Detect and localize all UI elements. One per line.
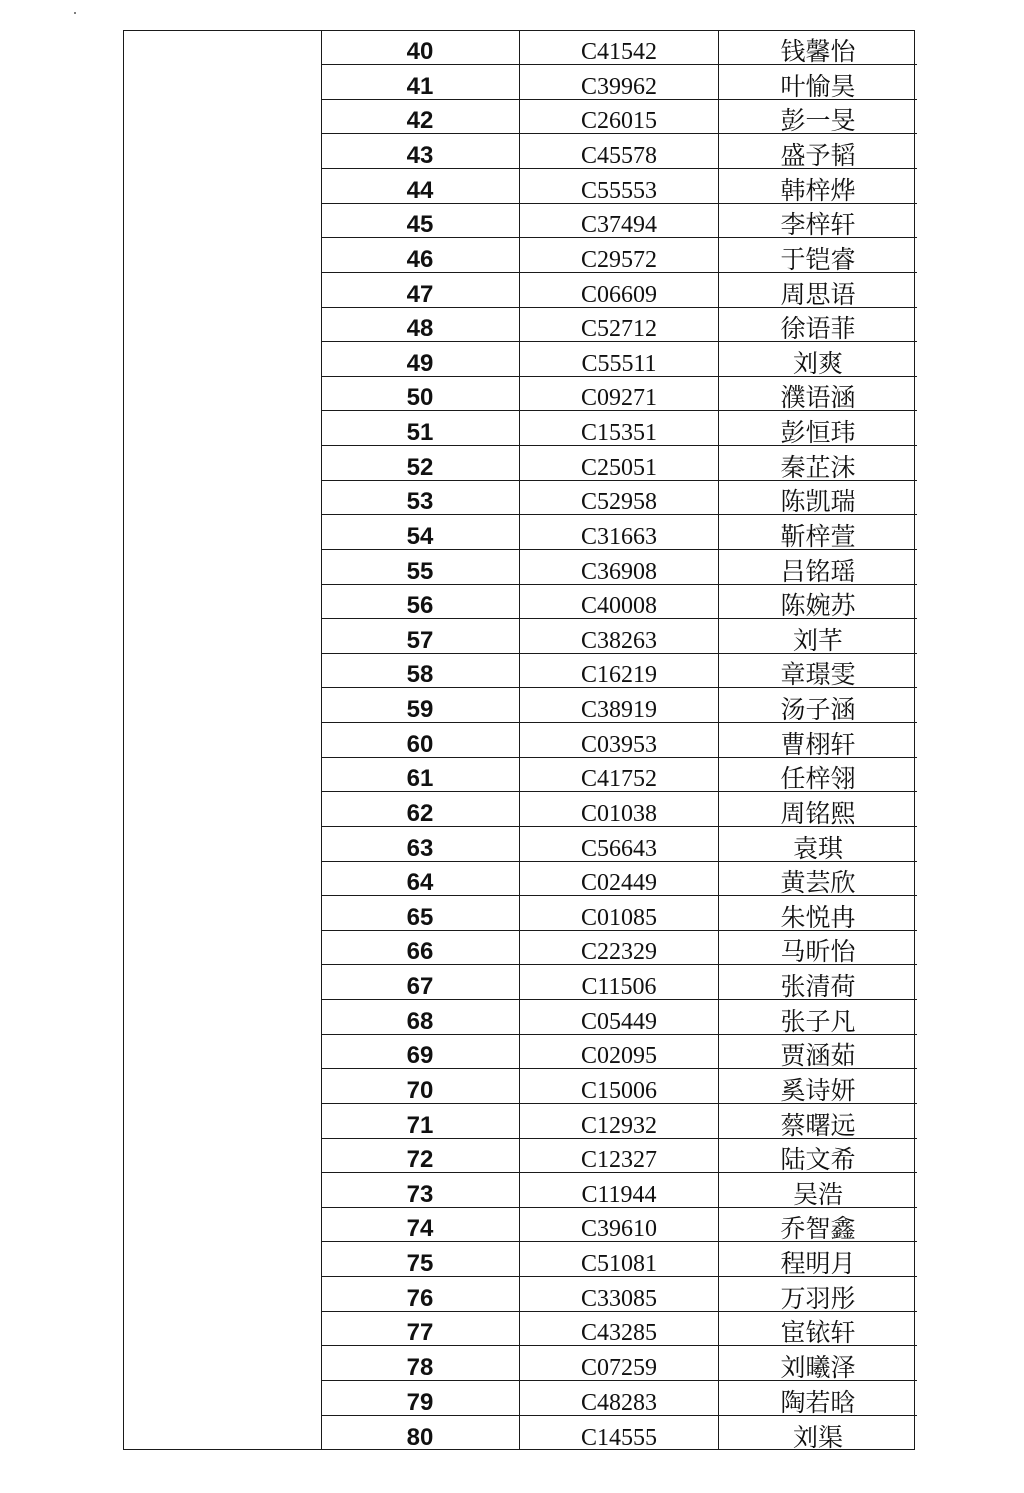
- student-code: C03953: [520, 723, 719, 758]
- table-row: [321, 1415, 917, 1450]
- student-code: C48283: [520, 1380, 719, 1415]
- table-row: [321, 65, 917, 100]
- row-number: 40: [321, 30, 520, 65]
- table-row: [321, 238, 917, 273]
- roster-table: [321, 30, 917, 1450]
- row-number: 64: [321, 861, 520, 896]
- roster-table-body: [321, 30, 917, 1450]
- student-code: C41542: [520, 30, 719, 65]
- student-code: C14555: [520, 1415, 719, 1450]
- student-name: 彭恒玮: [719, 411, 918, 446]
- table-row: [321, 584, 917, 619]
- student-code: C52958: [520, 480, 719, 515]
- student-name: 章璟雯: [719, 653, 918, 688]
- row-number: 69: [321, 1034, 520, 1069]
- table-row: [321, 653, 917, 688]
- student-code: C25051: [520, 446, 719, 481]
- student-code: C09271: [520, 376, 719, 411]
- student-code: C29572: [520, 238, 719, 273]
- student-code: C11944: [520, 1173, 719, 1208]
- student-name: 刘渠: [719, 1415, 918, 1450]
- row-number: 57: [321, 619, 520, 654]
- row-number: 52: [321, 446, 520, 481]
- student-name: 曹栩轩: [719, 723, 918, 758]
- table-row: [321, 515, 917, 550]
- row-number: 80: [406, 1424, 434, 1450]
- student-code: C16219: [520, 653, 719, 688]
- student-name: 黄芸欣: [719, 861, 918, 896]
- row-number: 48: [321, 307, 520, 342]
- student-code: C33085: [520, 1277, 719, 1312]
- student-name: 钱馨怡: [719, 30, 918, 65]
- student-name: 叶愉昊: [719, 65, 918, 100]
- student-name: 陆文希: [719, 1138, 918, 1173]
- table-row: [321, 134, 917, 169]
- table-row: [321, 1138, 917, 1173]
- student-code: C56643: [520, 826, 719, 861]
- student-code: C40008: [520, 584, 719, 619]
- row-number: 79: [321, 1380, 520, 1415]
- student-code: C55553: [520, 169, 719, 204]
- row-number: 65: [321, 896, 520, 931]
- table-row: [321, 1207, 917, 1242]
- row-number: 68: [321, 1000, 520, 1035]
- row-number: 71: [321, 1103, 520, 1138]
- row-number: 55: [321, 549, 520, 584]
- table-row: [321, 1069, 917, 1104]
- student-code: C02095: [520, 1034, 719, 1069]
- student-name: 彭一旻: [719, 99, 918, 134]
- student-name: 刘芊: [719, 619, 918, 654]
- student-name: 周铭熙: [719, 792, 918, 827]
- table-row: [321, 272, 917, 307]
- table-row: [321, 930, 917, 965]
- table-row: [321, 1346, 917, 1381]
- table-row: [321, 411, 917, 446]
- table-row: [321, 965, 917, 1000]
- student-code: C39962: [520, 65, 719, 100]
- table-row: [321, 1277, 917, 1312]
- student-name: 蔡曙远: [719, 1103, 918, 1138]
- row-number: 41: [321, 65, 520, 100]
- student-code: C15351: [520, 411, 719, 446]
- row-number: 59: [321, 688, 520, 723]
- table-row: [321, 1000, 917, 1035]
- student-name: 靳梓萱: [719, 515, 918, 550]
- row-number: 50: [321, 376, 520, 411]
- table-row: [321, 342, 917, 377]
- student-code: C38919: [520, 688, 719, 723]
- student-code: C45578: [520, 134, 719, 169]
- student-name: 刘曦泽: [719, 1346, 918, 1381]
- row-number: 78: [321, 1346, 520, 1381]
- student-code: C12327: [520, 1138, 719, 1173]
- student-code: C12932: [520, 1103, 719, 1138]
- student-code: C26015: [520, 99, 719, 134]
- row-number: 43: [321, 134, 520, 169]
- table-row: [321, 1103, 917, 1138]
- row-number: 61: [321, 757, 520, 792]
- row-number: 74: [321, 1207, 520, 1242]
- student-name: 韩梓烨: [719, 169, 918, 204]
- row-number: 54: [321, 515, 520, 550]
- row-number: 76: [321, 1277, 520, 1312]
- table-row: [321, 99, 917, 134]
- row-number: 51: [321, 411, 520, 446]
- table-row: [321, 826, 917, 861]
- student-code: C52712: [520, 307, 719, 342]
- row-number: 73: [321, 1173, 520, 1208]
- table-row: [321, 30, 917, 65]
- student-code: C55511: [520, 342, 719, 377]
- table-row: [321, 757, 917, 792]
- row-number: 62: [321, 792, 520, 827]
- row-number: 49: [321, 342, 520, 377]
- table-row: [321, 723, 917, 758]
- student-code: C43285: [520, 1311, 719, 1346]
- student-name: 马昕怡: [719, 930, 918, 965]
- student-code: C41752: [520, 757, 719, 792]
- student-name: 陈婉苏: [719, 584, 918, 619]
- row-number: 63: [321, 826, 520, 861]
- student-name: 张清荷: [719, 965, 918, 1000]
- table-row: [321, 619, 917, 654]
- student-code: C22329: [520, 930, 719, 965]
- student-code: C05449: [520, 1000, 719, 1035]
- row-number: 75: [321, 1242, 520, 1277]
- student-name: 乔智鑫: [719, 1207, 918, 1242]
- row-number: 60: [321, 723, 520, 758]
- table-row: [321, 376, 917, 411]
- row-number: 58: [321, 653, 520, 688]
- table-row: [321, 688, 917, 723]
- table-row: [321, 1034, 917, 1069]
- table-row: [321, 792, 917, 827]
- student-name: 任梓翎: [719, 757, 918, 792]
- student-code: C31663: [520, 515, 719, 550]
- table-row: [321, 307, 917, 342]
- row-number: 66: [321, 930, 520, 965]
- row-number: 46: [321, 238, 520, 273]
- student-name: 吴浩: [719, 1173, 918, 1208]
- table-row: [321, 169, 917, 204]
- table-row: [321, 446, 917, 481]
- table-row: [321, 896, 917, 931]
- student-code: C15006: [520, 1069, 719, 1104]
- table-row: [321, 549, 917, 584]
- student-code: C37494: [520, 203, 719, 238]
- row-number: 56: [321, 584, 520, 619]
- row-number: 47: [321, 272, 520, 307]
- table-row: [321, 861, 917, 896]
- student-name: 秦芷沫: [719, 446, 918, 481]
- student-name: 宦铱轩: [719, 1311, 918, 1346]
- student-name: 奚诗妍: [719, 1069, 918, 1104]
- student-code: C36908: [520, 549, 719, 584]
- table-row: [321, 1242, 917, 1277]
- student-name: 濮语涵: [719, 376, 918, 411]
- row-number: 72: [321, 1138, 520, 1173]
- student-name: 袁琪: [719, 826, 918, 861]
- row-number: 77: [321, 1311, 520, 1346]
- student-name: 万羽彤: [719, 1277, 918, 1312]
- table-row: [321, 203, 917, 238]
- student-code: C11506: [520, 965, 719, 1000]
- student-code: C51081: [520, 1242, 719, 1277]
- student-code: C01085: [520, 896, 719, 931]
- student-name: 汤子涵: [719, 688, 918, 723]
- row-number: 53: [321, 480, 520, 515]
- row-number: 67: [321, 965, 520, 1000]
- student-name: 程明月: [719, 1242, 918, 1277]
- student-name: 盛予韬: [719, 134, 918, 169]
- student-name: 吕铭瑶: [719, 549, 918, 584]
- student-code: C39610: [520, 1207, 719, 1242]
- table-row: [321, 1380, 917, 1415]
- student-name: 张子凡: [719, 1000, 918, 1035]
- student-name: 陶若晗: [719, 1380, 918, 1415]
- table-row: [321, 1311, 917, 1346]
- row-number: 42: [321, 99, 520, 134]
- student-name: 徐语菲: [719, 307, 918, 342]
- student-name: 李梓轩: [719, 203, 918, 238]
- table-row: [321, 480, 917, 515]
- student-code: C06609: [520, 272, 719, 307]
- student-name: 于铠睿: [719, 238, 918, 273]
- student-code: C07259: [520, 1346, 719, 1381]
- scan-speck: [74, 12, 76, 14]
- student-name: 陈凯瑞: [719, 480, 918, 515]
- student-name: 贾涵茹: [719, 1034, 918, 1069]
- row-number: 70: [321, 1069, 520, 1104]
- student-code: C02449: [520, 861, 719, 896]
- table-row: [321, 1173, 917, 1208]
- row-number: 44: [321, 169, 520, 204]
- student-name: 刘爽: [719, 342, 918, 377]
- student-name: 朱悦冉: [719, 896, 918, 931]
- student-code: C38263: [520, 619, 719, 654]
- student-code: C01038: [520, 792, 719, 827]
- student-name: 周思语: [719, 272, 918, 307]
- row-number: 45: [321, 203, 520, 238]
